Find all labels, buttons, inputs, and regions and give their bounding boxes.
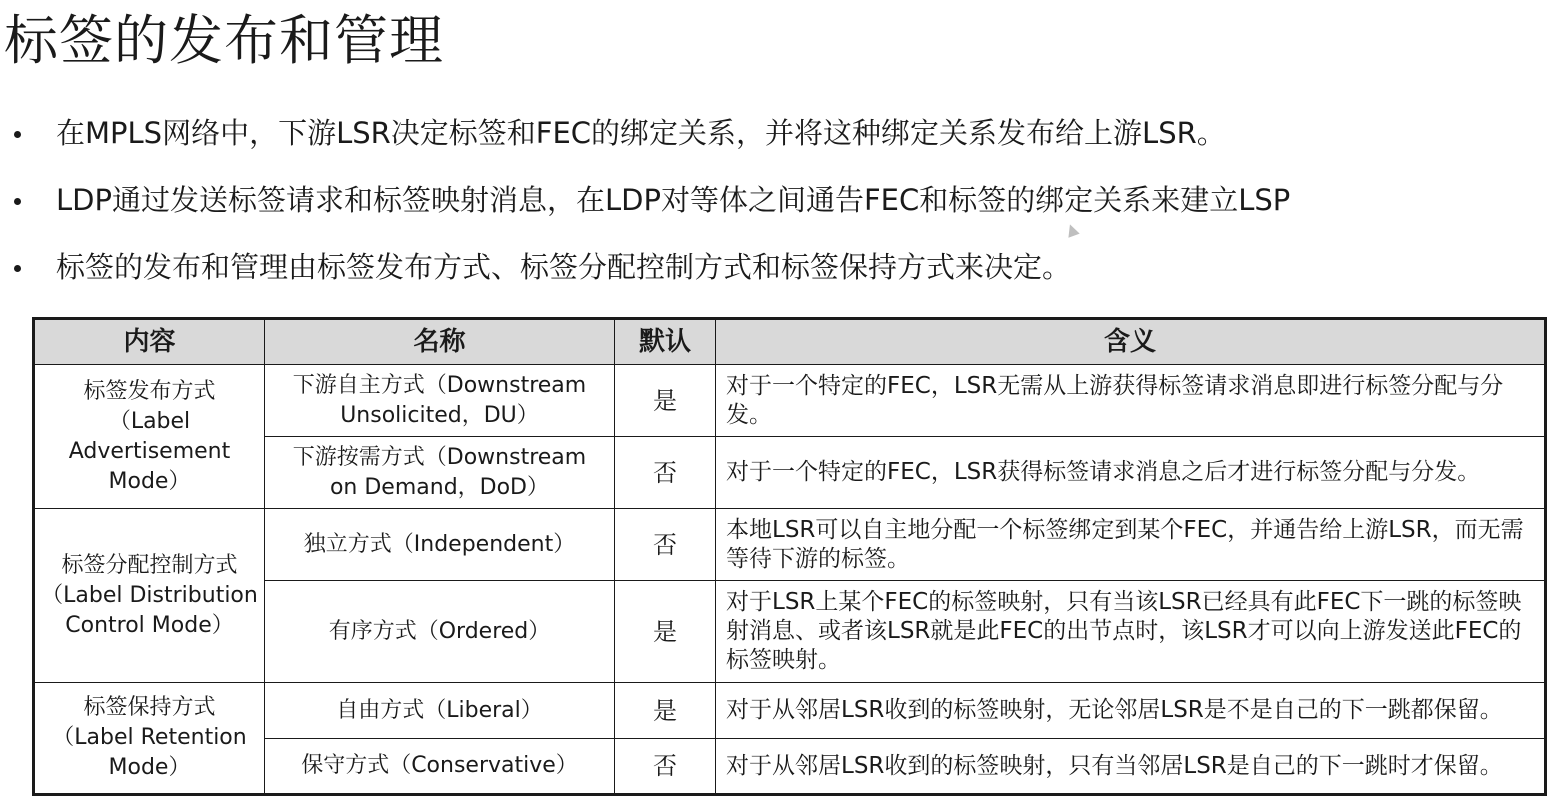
table-header-row	[34, 319, 1546, 365]
meaning-cell: 对于从邻居LSR收到的标签映射，无论邻居LSR是不是自己的下一跳都保留。	[716, 683, 1546, 739]
bullet-text: 在MPLS网络中，下游LSR决定标签和FEC的绑定关系，并将这种绑定关系发布给上游LSR。	[56, 116, 1226, 150]
table-row	[34, 683, 1546, 739]
bullet-item	[10, 177, 1530, 244]
default-cell: 否	[615, 437, 716, 509]
bullet-list	[10, 110, 1530, 311]
name-line: Unsolicited，DU）	[340, 402, 539, 428]
table-row	[34, 365, 1546, 437]
bullet-text: LDP通过发送标签请求和标签映射消息，在LDP对等体之间通告FEC和标签的绑定关系来建立LSP	[56, 183, 1291, 217]
content-cell	[34, 365, 265, 509]
name-line: on Demand，DoD）	[329, 474, 550, 500]
meaning-cell: 对于从邻居LSR收到的标签映射，只有当邻居LSR是自己的下一跳时才保留。	[716, 739, 1546, 795]
header-meaning: 含义	[716, 319, 1546, 365]
name-line: 下游按需方式（Downstream	[292, 444, 587, 470]
name-cell	[265, 739, 615, 795]
name-cell	[265, 683, 615, 739]
bullet-dot-icon	[14, 265, 21, 272]
content-cell	[34, 509, 265, 683]
meaning-cell: 对于一个特定的FEC，LSR获得标签请求消息之后才进行标签分配与分发。	[716, 437, 1546, 509]
meaning-cell: 本地LSR可以自主地分配一个标签绑定到某个FEC，并通告给上游LSR，而无需等待下游的标签。	[716, 509, 1546, 581]
header-name: 名称	[265, 319, 615, 365]
content-line: （Label	[108, 408, 191, 434]
name-cell	[265, 365, 615, 437]
default-cell: 是	[615, 365, 716, 437]
content-line: （Label Retention	[52, 725, 247, 750]
content-line: Advertisement	[68, 438, 231, 464]
content-line: Mode）	[108, 755, 191, 780]
name-cell	[265, 437, 615, 509]
name-line: 保守方式（Conservative）	[301, 753, 578, 778]
default-cell: 是	[615, 683, 716, 739]
name-line: 独立方式（Independent）	[303, 531, 576, 557]
default-cell: 否	[615, 509, 716, 581]
bullet-dot-icon	[14, 198, 21, 205]
meaning-cell: 对于LSR上某个FEC的标签映射，只有当该LSR已经具有此FEC下一跳的标签映射消息、或者该LSR就是此FEC的出节点时，该LSR才可以向上游发送此FEC的标签映射。	[716, 581, 1546, 683]
page-title: 标签的发布和管理	[4, 9, 444, 72]
content-line: 标签分配控制方式	[61, 552, 238, 578]
bullet-text: 标签的发布和管理由标签发布方式、标签分配控制方式和标签保持方式来决定。	[56, 250, 1072, 284]
name-line: 自由方式（Liberal）	[336, 697, 543, 723]
bullet-item	[10, 244, 1530, 311]
meaning-cell: 对于一个特定的FEC，LSR无需从上游获得标签请求消息即进行标签分配与分发。	[716, 365, 1546, 437]
default-cell: 否	[615, 739, 716, 795]
bullet-dot-icon	[14, 131, 21, 138]
header-default: 默认	[615, 319, 716, 365]
content-line: 标签发布方式	[83, 378, 216, 404]
table-row	[34, 509, 1546, 581]
name-line: 下游自主方式（Downstream	[292, 372, 587, 398]
content-line: Mode）	[108, 468, 191, 494]
label-management-table	[32, 317, 1547, 796]
header-content: 内容	[34, 319, 265, 365]
content-line: 标签保持方式	[83, 695, 216, 720]
content-line: （Label Distribution	[41, 582, 258, 608]
name-line: 有序方式（Ordered）	[328, 618, 551, 644]
name-cell	[265, 509, 615, 581]
default-cell: 是	[615, 581, 716, 683]
name-cell	[265, 581, 615, 683]
bullet-item	[10, 110, 1530, 177]
content-line: Control Mode）	[65, 612, 234, 638]
content-cell	[34, 683, 265, 795]
